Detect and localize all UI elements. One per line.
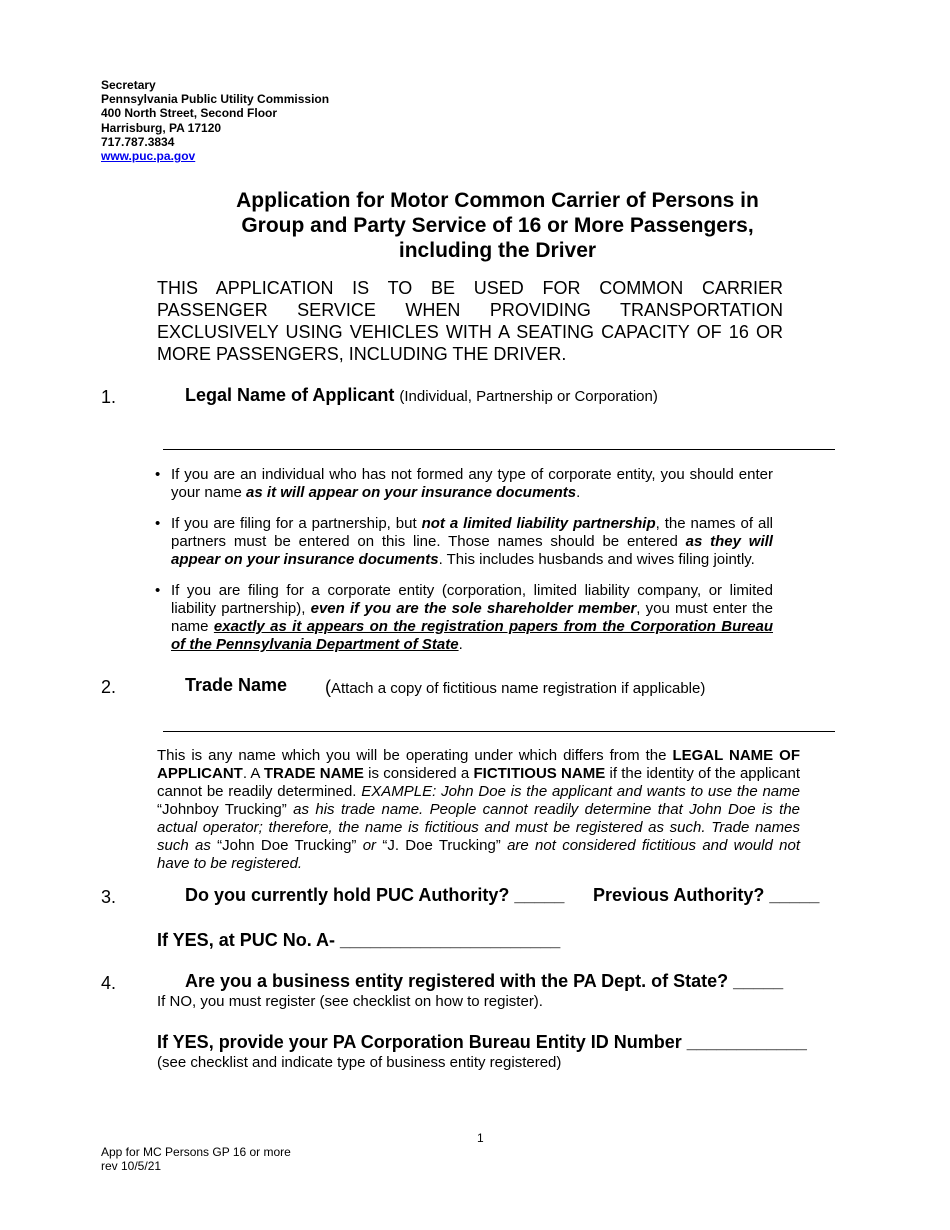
- q4-label: Are you a business entity registered with the PA Dept. of State?: [185, 971, 729, 991]
- entity-id-blank[interactable]: ____________: [686, 1032, 807, 1052]
- puc-number-label: If YES, at PUC No. A-: [157, 930, 336, 950]
- current-authority-blank[interactable]: _____: [514, 885, 565, 905]
- footer-revision: rev 10/5/21: [101, 1159, 162, 1173]
- bullet-icon: •: [155, 466, 161, 483]
- list-item: • If you are filing for a corporate entity (corporation, limited liability company, or limited liability partnership), even if you are the sole shareholder member, you must enter the name exactly as it appears on the registration papers from the Corporation Bureau of the Pennsylvania Department of State.: [155, 582, 773, 653]
- q3-label: Do you currently hold PUC Authority?: [185, 885, 510, 905]
- puc-number-blank[interactable]: ______________________: [340, 930, 561, 950]
- trade-name-input[interactable]: [163, 710, 835, 732]
- address-line-secretary: Secretary: [101, 78, 156, 92]
- entity-id-note: (see checklist and indicate type of business entity registered): [157, 1054, 562, 1071]
- q1-number: 1.: [101, 387, 117, 407]
- q4-number: 4.: [101, 973, 117, 993]
- q4-no-note: If NO, you must register (see checklist on how to register).: [157, 993, 543, 1010]
- business-entity-blank[interactable]: _____: [733, 971, 784, 991]
- q2-number: 2.: [101, 677, 117, 697]
- q4-question: [185, 971, 783, 992]
- address-line-commission: Pennsylvania Public Utility Commission: [101, 92, 330, 107]
- list-item: • If you are filing for a partnership, but not a limited liability partnership, the names of all partners must be entered on this line. Those names should be entered as they will appear on your insurance documents. This includes husbands and wives filing jointly.: [155, 515, 773, 568]
- intro-paragraph: THIS APPLICATION IS TO BE USED FOR COMMON CARRIER PASSENGER SERVICE WHEN PROVIDING TRANSPORTATION EXCLUSIVELY USING VEHICLES WITH A SEATING CAPACITY OF 16 OR MORE PASSENGERS, INCLUDING THE DRIVER.: [157, 278, 783, 364]
- legal-name-instructions: [155, 466, 773, 667]
- bullet-icon: •: [155, 582, 161, 599]
- previous-authority-label: Previous Authority?: [593, 885, 765, 905]
- q3-previous-authority: [593, 885, 819, 906]
- puc-number-row: [157, 930, 560, 951]
- page-number: 1: [477, 1131, 484, 1145]
- title-line-3: including the Driver: [398, 239, 597, 262]
- q1-hint: (Individual, Partnership or Corporation): [399, 388, 658, 405]
- q2-hint: (Attach a copy of fictitious name registration if applicable): [325, 677, 706, 697]
- footer: [101, 1145, 291, 1173]
- entity-id-row: [157, 1032, 807, 1053]
- footer-form-name: App for MC Persons GP 16 or more: [101, 1145, 291, 1159]
- website-link[interactable]: www.puc.pa.gov: [101, 149, 196, 164]
- address-line-city: Harrisburg, PA 17120: [101, 120, 222, 135]
- address-line-street: 400 North Street, Second Floor: [101, 106, 278, 121]
- q1-label: [185, 385, 658, 406]
- title-line-2: Group and Party Service of 16 or More Passengers,: [241, 214, 754, 237]
- q2-label-text: Trade Name: [185, 675, 288, 695]
- commission-address-block: [101, 78, 329, 163]
- bullet-icon: •: [155, 515, 161, 532]
- trade-name-explanation: This is any name which you will be operating under which differs from the LEGAL NAME OF APPLICANT. A TRADE NAME is considered a FICTITIOUS NAME if the identity of the applicant cannot be readily determined. EXAMPLE: John Doe is the applicant and wants to use the name “Johnboy Trucking” as his trade name. People cannot readily determine that John Doe is the actual operator; therefore, the name is fictitious and must be registered as such. Trade names such as “John Doe Trucking” or “J. Doe Trucking” are not considered fictitious and would not have to be registered.: [157, 747, 801, 872]
- q3-number: 3.: [101, 887, 117, 907]
- address-line-phone: 717.787.3834: [101, 134, 175, 149]
- title-line-1: Application for Motor Common Carrier of Persons in: [236, 189, 759, 212]
- legal-name-line: [163, 449, 835, 450]
- q3-current-authority: [185, 885, 564, 906]
- q2-label: [185, 675, 287, 696]
- list-item: • If you are an individual who has not formed any type of corporate entity, you should enter your name as it will appear on your insurance documents.: [155, 466, 773, 501]
- legal-name-input[interactable]: [163, 428, 835, 450]
- page-title: [200, 188, 795, 263]
- previous-authority-blank[interactable]: _____: [769, 885, 820, 905]
- q1-label-text: Legal Name of Applicant: [185, 385, 395, 405]
- trade-name-line: [163, 731, 835, 732]
- entity-id-label: If YES, provide your PA Corporation Bureau Entity ID Number: [157, 1032, 682, 1052]
